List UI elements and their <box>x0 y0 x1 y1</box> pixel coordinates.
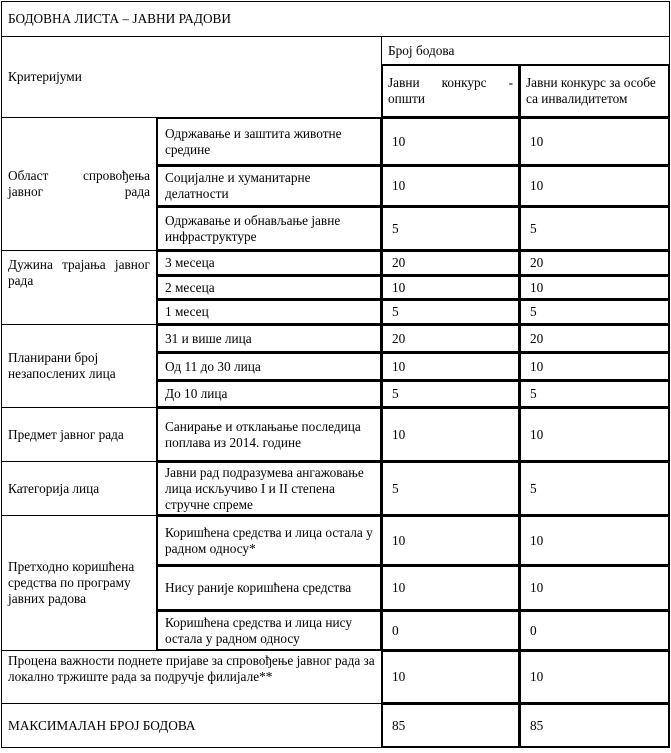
disabled-points: 10 <box>520 276 670 300</box>
disabled-points: 0 <box>520 611 670 651</box>
max-label: МАКСИМАЛАН БРОЈ БОДОВА <box>2 704 382 748</box>
criterion: Одржавање и обнављање јавне инфраструктуре <box>157 207 382 251</box>
general-points: 5 <box>382 462 520 516</box>
group-label: Предмет јавног рада <box>2 408 157 462</box>
score-sheet <box>1 1 670 748</box>
general-points: 5 <box>382 381 520 408</box>
general-points: 5 <box>382 300 520 325</box>
group-label: Област спровођења јавног рада <box>2 118 157 251</box>
general-max: 85 <box>382 704 520 748</box>
general-points: 10 <box>382 566 520 611</box>
criterion: Коришћена средства и лица нису остала у радном односу <box>157 611 382 651</box>
criterion: Социјалне и хуманитарне делатности <box>157 166 382 207</box>
group-label: Категорија лица <box>2 462 157 516</box>
disabled-points: 20 <box>520 325 670 353</box>
general-points: 10 <box>382 276 520 300</box>
general-points: 0 <box>382 611 520 651</box>
general-points: 20 <box>382 325 520 353</box>
group-label: Претходно коришћена средства по програму јавних радова <box>2 516 157 651</box>
criterion: Нису раније коришћена средства <box>157 566 382 611</box>
criterion: 3 месеца <box>157 251 382 276</box>
disabled-points: 5 <box>520 300 670 325</box>
general-points: 10 <box>382 166 520 207</box>
criterion: Санирање и отклањање последица поплава из 2014. године <box>157 408 382 462</box>
criterion: До 10 лица <box>157 381 382 408</box>
general-points: 10 <box>382 516 520 566</box>
disabled-competition-header: Јавни конкурс за особе са инвалидитетом <box>520 65 670 118</box>
general-points: 10 <box>382 118 520 166</box>
criterion: Јавни рад подразумева ангажовање лица искључиво I и II степена стручне спреме <box>157 462 382 516</box>
criterion: Коришћена средства и лица остала у радном односу* <box>157 516 382 566</box>
disabled-points: 5 <box>520 381 670 408</box>
criterion: Одржавање и заштита животне средине <box>157 118 382 166</box>
disabled-points: 10 <box>520 651 670 704</box>
criteria-header: Критеријуми <box>2 37 382 118</box>
assessment-label: Процена важности поднете пријаве за спровођење јавног рада за локално тржиште рада за подручје филијале** <box>2 651 382 704</box>
disabled-points: 5 <box>520 462 670 516</box>
criterion: Од 11 до 30 лица <box>157 353 382 381</box>
disabled-points: 10 <box>520 166 670 207</box>
general-points: 5 <box>382 207 520 251</box>
disabled-max: 85 <box>520 704 670 748</box>
disabled-points: 10 <box>520 566 670 611</box>
disabled-points: 5 <box>520 207 670 251</box>
general-competition-header: Јавни конкурс - општи <box>382 65 520 118</box>
general-points: 10 <box>382 353 520 381</box>
group-label: Планирани број незапослених лица <box>2 325 157 408</box>
group-label: Дужина трајања јавног рада <box>2 251 157 325</box>
criterion: 2 месеца <box>157 276 382 300</box>
score-table <box>1 1 670 748</box>
disabled-points: 20 <box>520 251 670 276</box>
disabled-points: 10 <box>520 408 670 462</box>
criterion: 1 месец <box>157 300 382 325</box>
disabled-points: 10 <box>520 516 670 566</box>
disabled-points: 10 <box>520 353 670 381</box>
general-points: 10 <box>382 651 520 704</box>
general-points: 10 <box>382 408 520 462</box>
sheet-title: БОДОВНА ЛИСТА – ЈАВНИ РАДОВИ <box>2 2 670 37</box>
disabled-points: 10 <box>520 118 670 166</box>
points-header: Број бодова <box>382 37 670 65</box>
general-points: 20 <box>382 251 520 276</box>
criterion: 31 и више лица <box>157 325 382 353</box>
